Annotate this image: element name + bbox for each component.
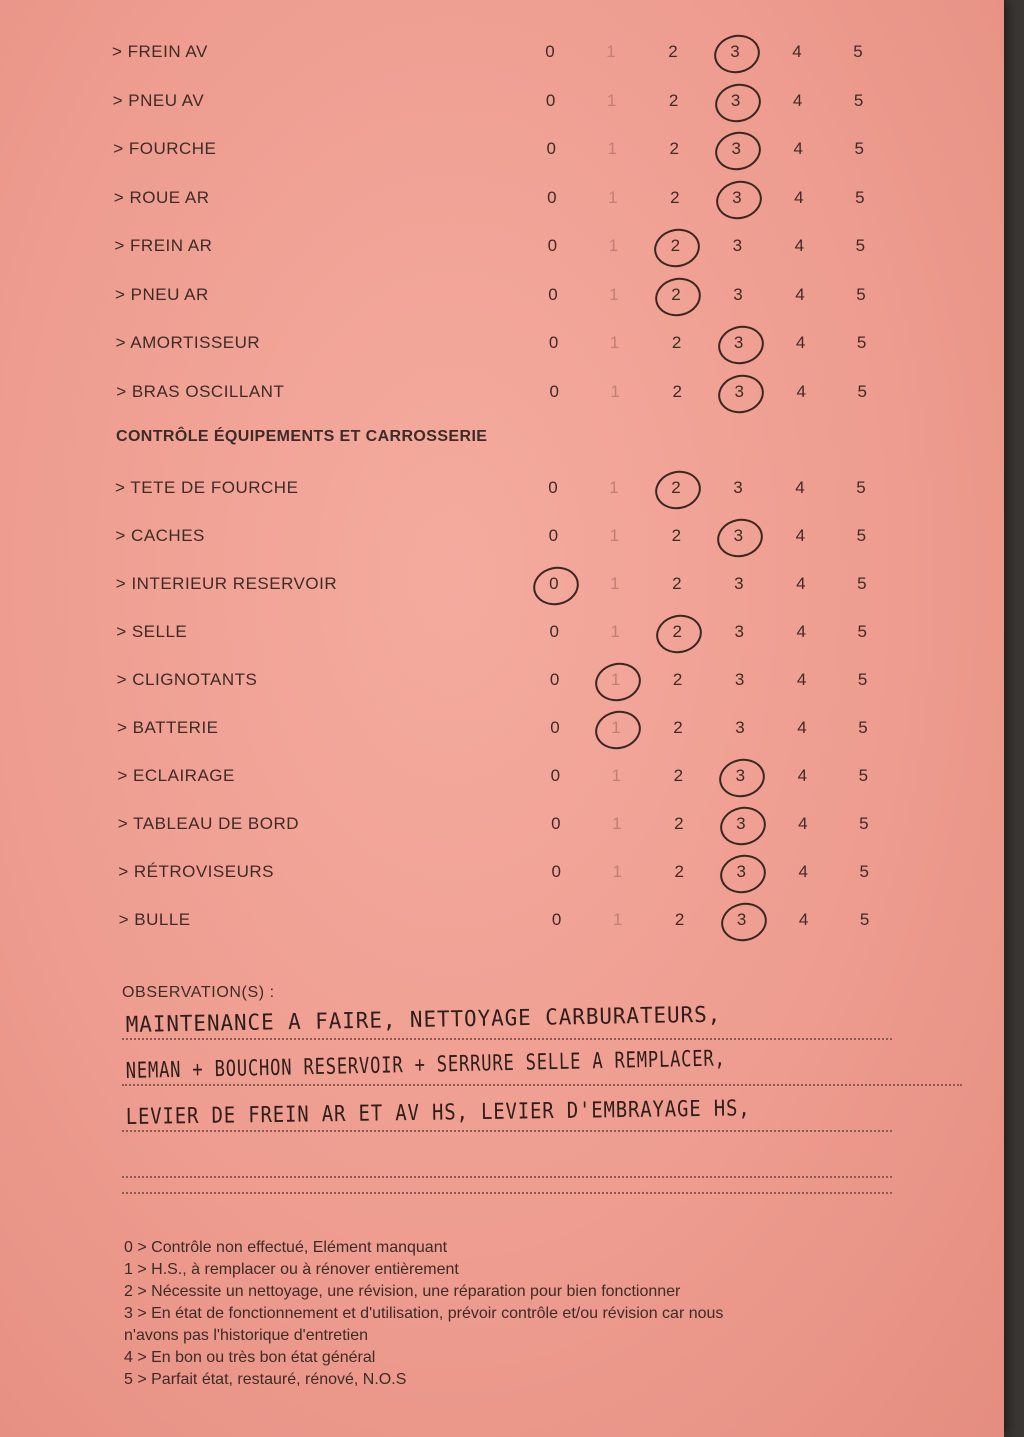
selected-score-circle bbox=[653, 611, 706, 658]
score-3: 3 bbox=[725, 766, 755, 786]
score-0: 0 bbox=[548, 333, 559, 352]
score-4: 4 bbox=[796, 670, 807, 689]
score-0: 0 bbox=[551, 814, 561, 833]
inspection-item-label: > PNEU AR bbox=[115, 284, 209, 304]
inspection-item-label: > ROUE AR bbox=[113, 187, 210, 207]
score-2: 2 bbox=[669, 139, 679, 158]
score-5: 5 bbox=[859, 814, 869, 833]
score-0: 0 bbox=[550, 766, 561, 785]
score-0: 0 bbox=[545, 42, 555, 61]
score-0: 0 bbox=[547, 187, 557, 207]
score-3: 3 bbox=[723, 526, 753, 546]
inspection-row bbox=[0, 618, 1004, 648]
score-4: 4 bbox=[795, 284, 805, 304]
selected-score-circle bbox=[711, 79, 764, 126]
inspection-row bbox=[0, 281, 1004, 311]
score-2: 2 bbox=[668, 42, 678, 61]
score-3: 3 bbox=[726, 862, 756, 882]
inspection-item-label: > FREIN AR bbox=[114, 236, 213, 255]
score-5: 5 bbox=[857, 381, 867, 401]
inspection-item-label: > CACHES bbox=[115, 526, 205, 545]
section-title: CONTRÔLE ÉQUIPEMENTS ET CARROSSERIE bbox=[116, 428, 488, 445]
score-2: 2 bbox=[670, 187, 680, 207]
score-2: 2 bbox=[661, 285, 691, 305]
inspection-item-label: > TABLEAU DE BORD bbox=[117, 814, 300, 833]
score-4: 4 bbox=[798, 862, 808, 881]
score-4: 4 bbox=[794, 236, 805, 255]
score-0: 0 bbox=[539, 574, 569, 594]
score-1: 1 bbox=[601, 718, 631, 738]
score-1: 1 bbox=[609, 526, 620, 545]
score-3: 3 bbox=[727, 910, 757, 930]
score-5: 5 bbox=[854, 139, 864, 158]
inspection-row bbox=[0, 522, 1004, 552]
inspection-row bbox=[0, 762, 1004, 792]
score-1: 1 bbox=[608, 187, 618, 207]
selected-score-circle bbox=[591, 659, 644, 706]
legend-item: 4 > En bon ou très bon état général bbox=[124, 1349, 376, 1366]
score-5: 5 bbox=[859, 910, 870, 929]
inspection-item-label: > CLIGNOTANTS bbox=[116, 670, 258, 689]
score-4: 4 bbox=[792, 90, 803, 110]
score-2: 2 bbox=[673, 766, 684, 785]
score-5: 5 bbox=[857, 670, 868, 689]
score-1: 1 bbox=[609, 333, 620, 352]
score-1: 1 bbox=[609, 478, 619, 497]
legend-item: n'avons pas l'historique d'entretien bbox=[124, 1327, 368, 1344]
score-1: 1 bbox=[610, 381, 620, 401]
selected-score-circle bbox=[711, 31, 764, 78]
score-5: 5 bbox=[857, 622, 867, 641]
observation-line bbox=[122, 1004, 892, 1040]
score-2: 2 bbox=[672, 574, 682, 593]
inspection-item-label: > INTERIEUR RESERVOIR bbox=[115, 574, 338, 593]
score-5: 5 bbox=[853, 42, 863, 61]
inspection-row bbox=[0, 38, 1004, 68]
selected-score-circle bbox=[715, 370, 768, 417]
inspection-row bbox=[0, 135, 1004, 165]
score-0: 0 bbox=[548, 284, 558, 304]
score-2: 2 bbox=[674, 862, 684, 881]
handwritten-note: MAINTENANCE A FAIRE, NETTOYAGE CARBURATEURS, bbox=[125, 1002, 722, 1038]
score-0: 0 bbox=[549, 622, 559, 641]
selected-score-circle bbox=[592, 707, 645, 754]
score-3: 3 bbox=[734, 670, 745, 689]
selected-score-circle bbox=[716, 803, 769, 850]
score-4: 4 bbox=[793, 139, 803, 158]
selected-score-circle bbox=[529, 563, 582, 610]
score-2: 2 bbox=[674, 814, 684, 833]
inspection-row bbox=[0, 87, 1004, 117]
score-3: 3 bbox=[734, 622, 744, 641]
score-0: 0 bbox=[549, 670, 560, 689]
score-3: 3 bbox=[720, 42, 750, 62]
score-1: 1 bbox=[606, 42, 616, 61]
score-1: 1 bbox=[612, 814, 622, 833]
score-2: 2 bbox=[673, 718, 683, 737]
inspection-item-label: > SELLE bbox=[116, 622, 188, 641]
score-1: 1 bbox=[610, 574, 620, 593]
score-5: 5 bbox=[856, 526, 867, 545]
score-0: 0 bbox=[550, 718, 560, 737]
score-5: 5 bbox=[853, 90, 864, 110]
score-4: 4 bbox=[792, 42, 802, 61]
legend-item: 5 > Parfait état, restauré, rénové, N.O.S bbox=[124, 1371, 407, 1388]
score-5: 5 bbox=[859, 862, 869, 881]
handwritten-note: NEMAN + BOUCHON RESERVOIR + SERRURE SELLE A REMPLACER, bbox=[125, 1046, 726, 1084]
inspection-item-label: > BATTERIE bbox=[117, 718, 219, 737]
score-0: 0 bbox=[546, 139, 556, 158]
score-4: 4 bbox=[795, 526, 806, 545]
score-3: 3 bbox=[735, 718, 745, 737]
inspection-row bbox=[0, 666, 1004, 696]
inspection-row bbox=[0, 184, 1004, 214]
score-5: 5 bbox=[856, 284, 866, 304]
score-4: 4 bbox=[797, 766, 808, 785]
observation-line bbox=[122, 1158, 892, 1194]
inspection-item-label: > BRAS OSCILLANT bbox=[116, 381, 285, 401]
inspection-item-label: > AMORTISSEUR bbox=[115, 333, 261, 352]
score-4: 4 bbox=[794, 187, 804, 207]
score-2: 2 bbox=[672, 381, 682, 401]
score-2: 2 bbox=[668, 90, 679, 110]
score-3: 3 bbox=[721, 139, 751, 159]
score-3: 3 bbox=[724, 382, 754, 402]
inspection-item-label: > TETE DE FOURCHE bbox=[115, 478, 299, 497]
score-2: 2 bbox=[661, 478, 691, 498]
score-0: 0 bbox=[548, 526, 559, 545]
score-5: 5 bbox=[857, 574, 867, 593]
legend-item: 3 > En état de fonctionnement et d'utilisation, prévoir contrôle et/ou révision car nous bbox=[124, 1305, 724, 1322]
inspection-row bbox=[0, 810, 1004, 840]
selected-score-circle bbox=[712, 176, 765, 223]
score-legend bbox=[124, 1237, 904, 1391]
selected-score-circle bbox=[714, 322, 767, 369]
selected-score-circle bbox=[717, 899, 770, 946]
score-3: 3 bbox=[724, 333, 754, 353]
inspection-item-label: > PNEU AV bbox=[112, 90, 205, 110]
score-0: 0 bbox=[551, 910, 562, 929]
selected-score-circle bbox=[716, 755, 769, 802]
score-1: 1 bbox=[612, 862, 622, 881]
selected-score-circle bbox=[712, 128, 765, 175]
score-1: 1 bbox=[606, 90, 617, 110]
inspection-row bbox=[0, 232, 1004, 262]
score-2: 2 bbox=[660, 236, 690, 256]
score-1: 1 bbox=[607, 139, 617, 158]
score-5: 5 bbox=[855, 187, 865, 207]
inspection-item-label: > FOURCHE bbox=[113, 139, 217, 158]
score-5: 5 bbox=[858, 766, 869, 785]
score-5: 5 bbox=[855, 236, 866, 255]
score-1: 1 bbox=[601, 670, 631, 690]
score-3: 3 bbox=[721, 91, 751, 111]
score-3: 3 bbox=[722, 188, 752, 208]
score-1: 1 bbox=[611, 766, 622, 785]
legend-item: 1 > H.S., à remplacer ou à rénover entièrement bbox=[124, 1261, 459, 1278]
score-0: 0 bbox=[545, 90, 556, 110]
legend-item: 0 > Contrôle non effectué, Elément manquant bbox=[124, 1239, 448, 1256]
inspection-row bbox=[0, 906, 1004, 936]
score-4: 4 bbox=[796, 574, 806, 593]
score-4: 4 bbox=[796, 622, 806, 641]
observation-line bbox=[122, 1096, 892, 1132]
score-1: 1 bbox=[609, 284, 619, 304]
score-3: 3 bbox=[734, 574, 744, 593]
score-4: 4 bbox=[795, 333, 806, 352]
selected-score-circle bbox=[652, 467, 705, 514]
score-2: 2 bbox=[674, 910, 685, 929]
score-4: 4 bbox=[798, 814, 808, 833]
handwritten-note: LEVIER DE FREIN AR ET AV HS, LEVIER D'EMBRAYAGE HS, bbox=[125, 1096, 751, 1130]
inspection-item-label: > FREIN AV bbox=[112, 42, 208, 61]
score-4: 4 bbox=[796, 381, 806, 401]
score-5: 5 bbox=[856, 333, 867, 352]
inspection-row bbox=[0, 474, 1004, 504]
score-3: 3 bbox=[733, 478, 743, 497]
selected-score-circle bbox=[651, 225, 704, 272]
score-1: 1 bbox=[608, 236, 619, 255]
selected-score-circle bbox=[714, 515, 767, 562]
observation-line bbox=[122, 1046, 962, 1086]
score-4: 4 bbox=[798, 910, 809, 929]
inspection-row bbox=[0, 378, 1004, 408]
inspection-item-label: > BULLE bbox=[118, 910, 191, 929]
score-4: 4 bbox=[797, 718, 807, 737]
score-0: 0 bbox=[548, 478, 558, 497]
legend-item: 2 > Nécessite un nettoyage, une révision, une réparation pour bien fonctionner bbox=[124, 1283, 681, 1300]
score-1: 1 bbox=[612, 910, 623, 929]
score-5: 5 bbox=[858, 718, 868, 737]
score-2: 2 bbox=[671, 333, 682, 352]
score-1: 1 bbox=[610, 622, 620, 641]
inspection-row bbox=[0, 570, 1004, 600]
score-2: 2 bbox=[672, 670, 683, 689]
inspection-item-label: > ECLAIRAGE bbox=[117, 766, 235, 785]
observation-title: OBSERVATION(S) : bbox=[122, 984, 275, 1001]
inspection-item-label: > RÉTROVISEURS bbox=[118, 862, 274, 881]
score-2: 2 bbox=[662, 622, 692, 642]
selected-score-circle bbox=[717, 851, 770, 898]
score-0: 0 bbox=[549, 381, 559, 401]
inspection-row bbox=[0, 329, 1004, 359]
inspection-row bbox=[0, 714, 1004, 744]
score-2: 2 bbox=[671, 526, 682, 545]
score-4: 4 bbox=[795, 478, 805, 497]
score-5: 5 bbox=[856, 478, 866, 497]
score-3: 3 bbox=[733, 284, 743, 304]
inspection-row bbox=[0, 858, 1004, 888]
score-3: 3 bbox=[732, 236, 743, 255]
score-3: 3 bbox=[726, 814, 756, 834]
score-0: 0 bbox=[551, 862, 561, 881]
score-0: 0 bbox=[547, 236, 558, 255]
selected-score-circle bbox=[652, 273, 705, 320]
